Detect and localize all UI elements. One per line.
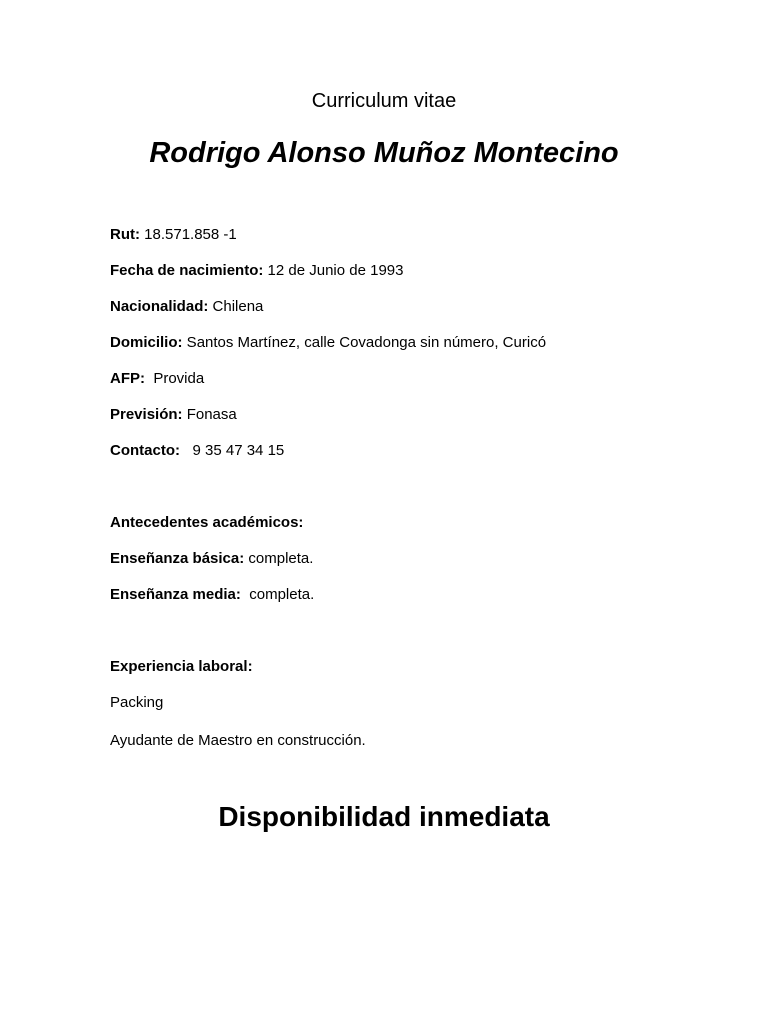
birth-date-line <box>110 261 404 281</box>
afp-label: AFP: <box>110 370 145 387</box>
nationality-label: Nacionalidad: <box>110 298 209 315</box>
middle-education-line <box>110 585 314 605</box>
health-line <box>110 405 237 425</box>
middle-education-value: completa. <box>240 586 315 603</box>
experience-item: Ayudante de Maestro en construcción. <box>110 732 366 749</box>
experience-item: Packing <box>110 694 164 711</box>
nationality-value: Chilena <box>208 298 264 315</box>
basic-education-line <box>110 549 313 569</box>
address-label: Domicilio: <box>110 334 183 351</box>
birth-date-value: 12 de Junio de 1993 <box>263 262 404 279</box>
afp-line <box>110 369 204 389</box>
address-value: Santos Martínez, calle Covadonga sin número, Curicó <box>182 334 547 351</box>
academic-heading <box>110 513 303 533</box>
basic-education-label: Enseñanza básica: <box>110 550 245 567</box>
contact-label: Contacto: <box>110 442 180 459</box>
basic-education-value: completa. <box>244 550 314 567</box>
middle-education-label: Enseñanza media: <box>110 586 241 603</box>
rut-label: Rut: <box>110 226 140 243</box>
availability-statement: Disponibilidad inmediata <box>218 801 550 832</box>
contact-line <box>110 441 284 461</box>
rut-value: 18.571.858 -1 <box>140 226 237 243</box>
academic-heading-text: Antecedentes académicos: <box>110 514 304 531</box>
experience-heading <box>110 657 253 677</box>
address-line <box>110 333 546 353</box>
contact-value: 9 35 47 34 15 <box>180 442 285 459</box>
rut-line <box>110 225 237 245</box>
health-value: Fonasa <box>182 406 237 423</box>
document-title: Curriculum vitae <box>311 90 457 112</box>
health-label: Previsión: <box>110 406 183 423</box>
nationality-line <box>110 297 263 317</box>
person-name: Rodrigo Alonso Muñoz Montecino <box>149 137 619 169</box>
birth-date-label: Fecha de nacimiento: <box>110 262 264 279</box>
experience-heading-text: Experiencia laboral: <box>110 658 253 675</box>
afp-value: Provida <box>145 370 205 387</box>
